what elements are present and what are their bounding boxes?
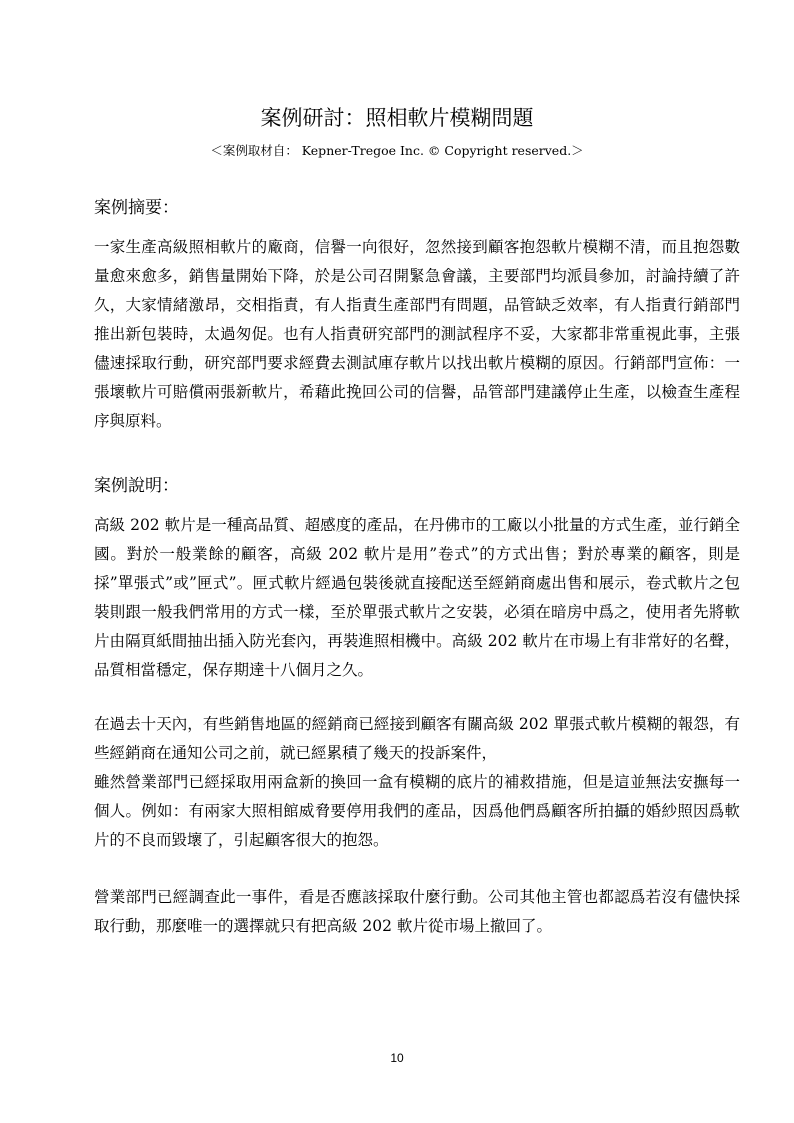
page-number: 10	[390, 1051, 404, 1065]
summary-paragraph: 一家生產高級照相軟片的廠商，信譽一向很好，忽然接到顧客抱怨軟片模糊不清，而且抱怨數量愈來愈多，銷售量開始下降，於是公司召開緊急會議，主要部門均派員參加，討論持續了許久，大家情緒激昂，交相指責，有人指責生產部門有問題，品管缺乏效率，有人指責行銷部門推出新包裝時，太過匆促。也有人指責研究部門的測試程序不妥，大家都非常重視此事，主張儘速採取行動，研究部門要求經費去測試庫存軟片以找出軟片模糊的原因。行銷部門宣佈：一張壞軟片可賠償兩張新軟片，希藉此挽回公司的信譽，品管部門建議停止生產，以檢查生產程序與原料。	[94, 238, 740, 430]
section-heading-summary: 案例摘要：	[94, 198, 179, 218]
description-paragraph-3: 雖然營業部門已經採取用兩盒新的換回一盒有模糊的底片的補救措施，但是這並無法安撫每一個人。例如：有兩家大照相館威脅要停用我們的產品，因爲他們爲顧客所拍攝的婚紗照因爲軟片的不良而毀壞了，引起顧客很大的抱怨。	[94, 773, 740, 849]
source-citation: ＜案例取材自： Kepner-Tregoe Inc. © Copyright reserved.＞	[210, 143, 584, 158]
section-heading-description: 案例說明：	[94, 476, 179, 496]
description-paragraph-2: 在過去十天內，有些銷售地區的經銷商已經接到顧客有關高級 202 單張式軟片模糊的報怨，有些經銷商在通知公司之前，就已經累積了幾天的投訴案件，	[94, 715, 740, 762]
description-paragraph-1: 高級 202 軟片是一種高品質、超感度的產品，在丹佛市的工廠以小批量的方式生產，並行銷全國。對於一般業餘的顧客，高級 202 軟片是用”卷式”的方式出售；對於專業的顧客，則是採”單張式”或”匣式”。匣式軟片經過包裝後就直接配送至經銷商處出售和展示，卷式軟片之包裝則跟一般我們常用的方式一樣，至於單張式軟片之安裝，必須在暗房中爲之，使用者先將軟片由隔頁紙間抽出插入防光套內，再裝進照相機中。高級 202 軟片在市場上有非常好的名聲，品質相當穩定，保存期達十八個月之久。	[94, 516, 740, 679]
page-title: 案例研討：照相軟片模糊問題	[260, 106, 534, 130]
description-paragraph-4: 營業部門已經調查此一事件，看是否應該採取什麼行動。公司其他主管也都認爲若沒有儘快採取行動，那麼唯一的選擇就只有把高級 202 軟片從市場上撤回了。	[94, 888, 740, 935]
